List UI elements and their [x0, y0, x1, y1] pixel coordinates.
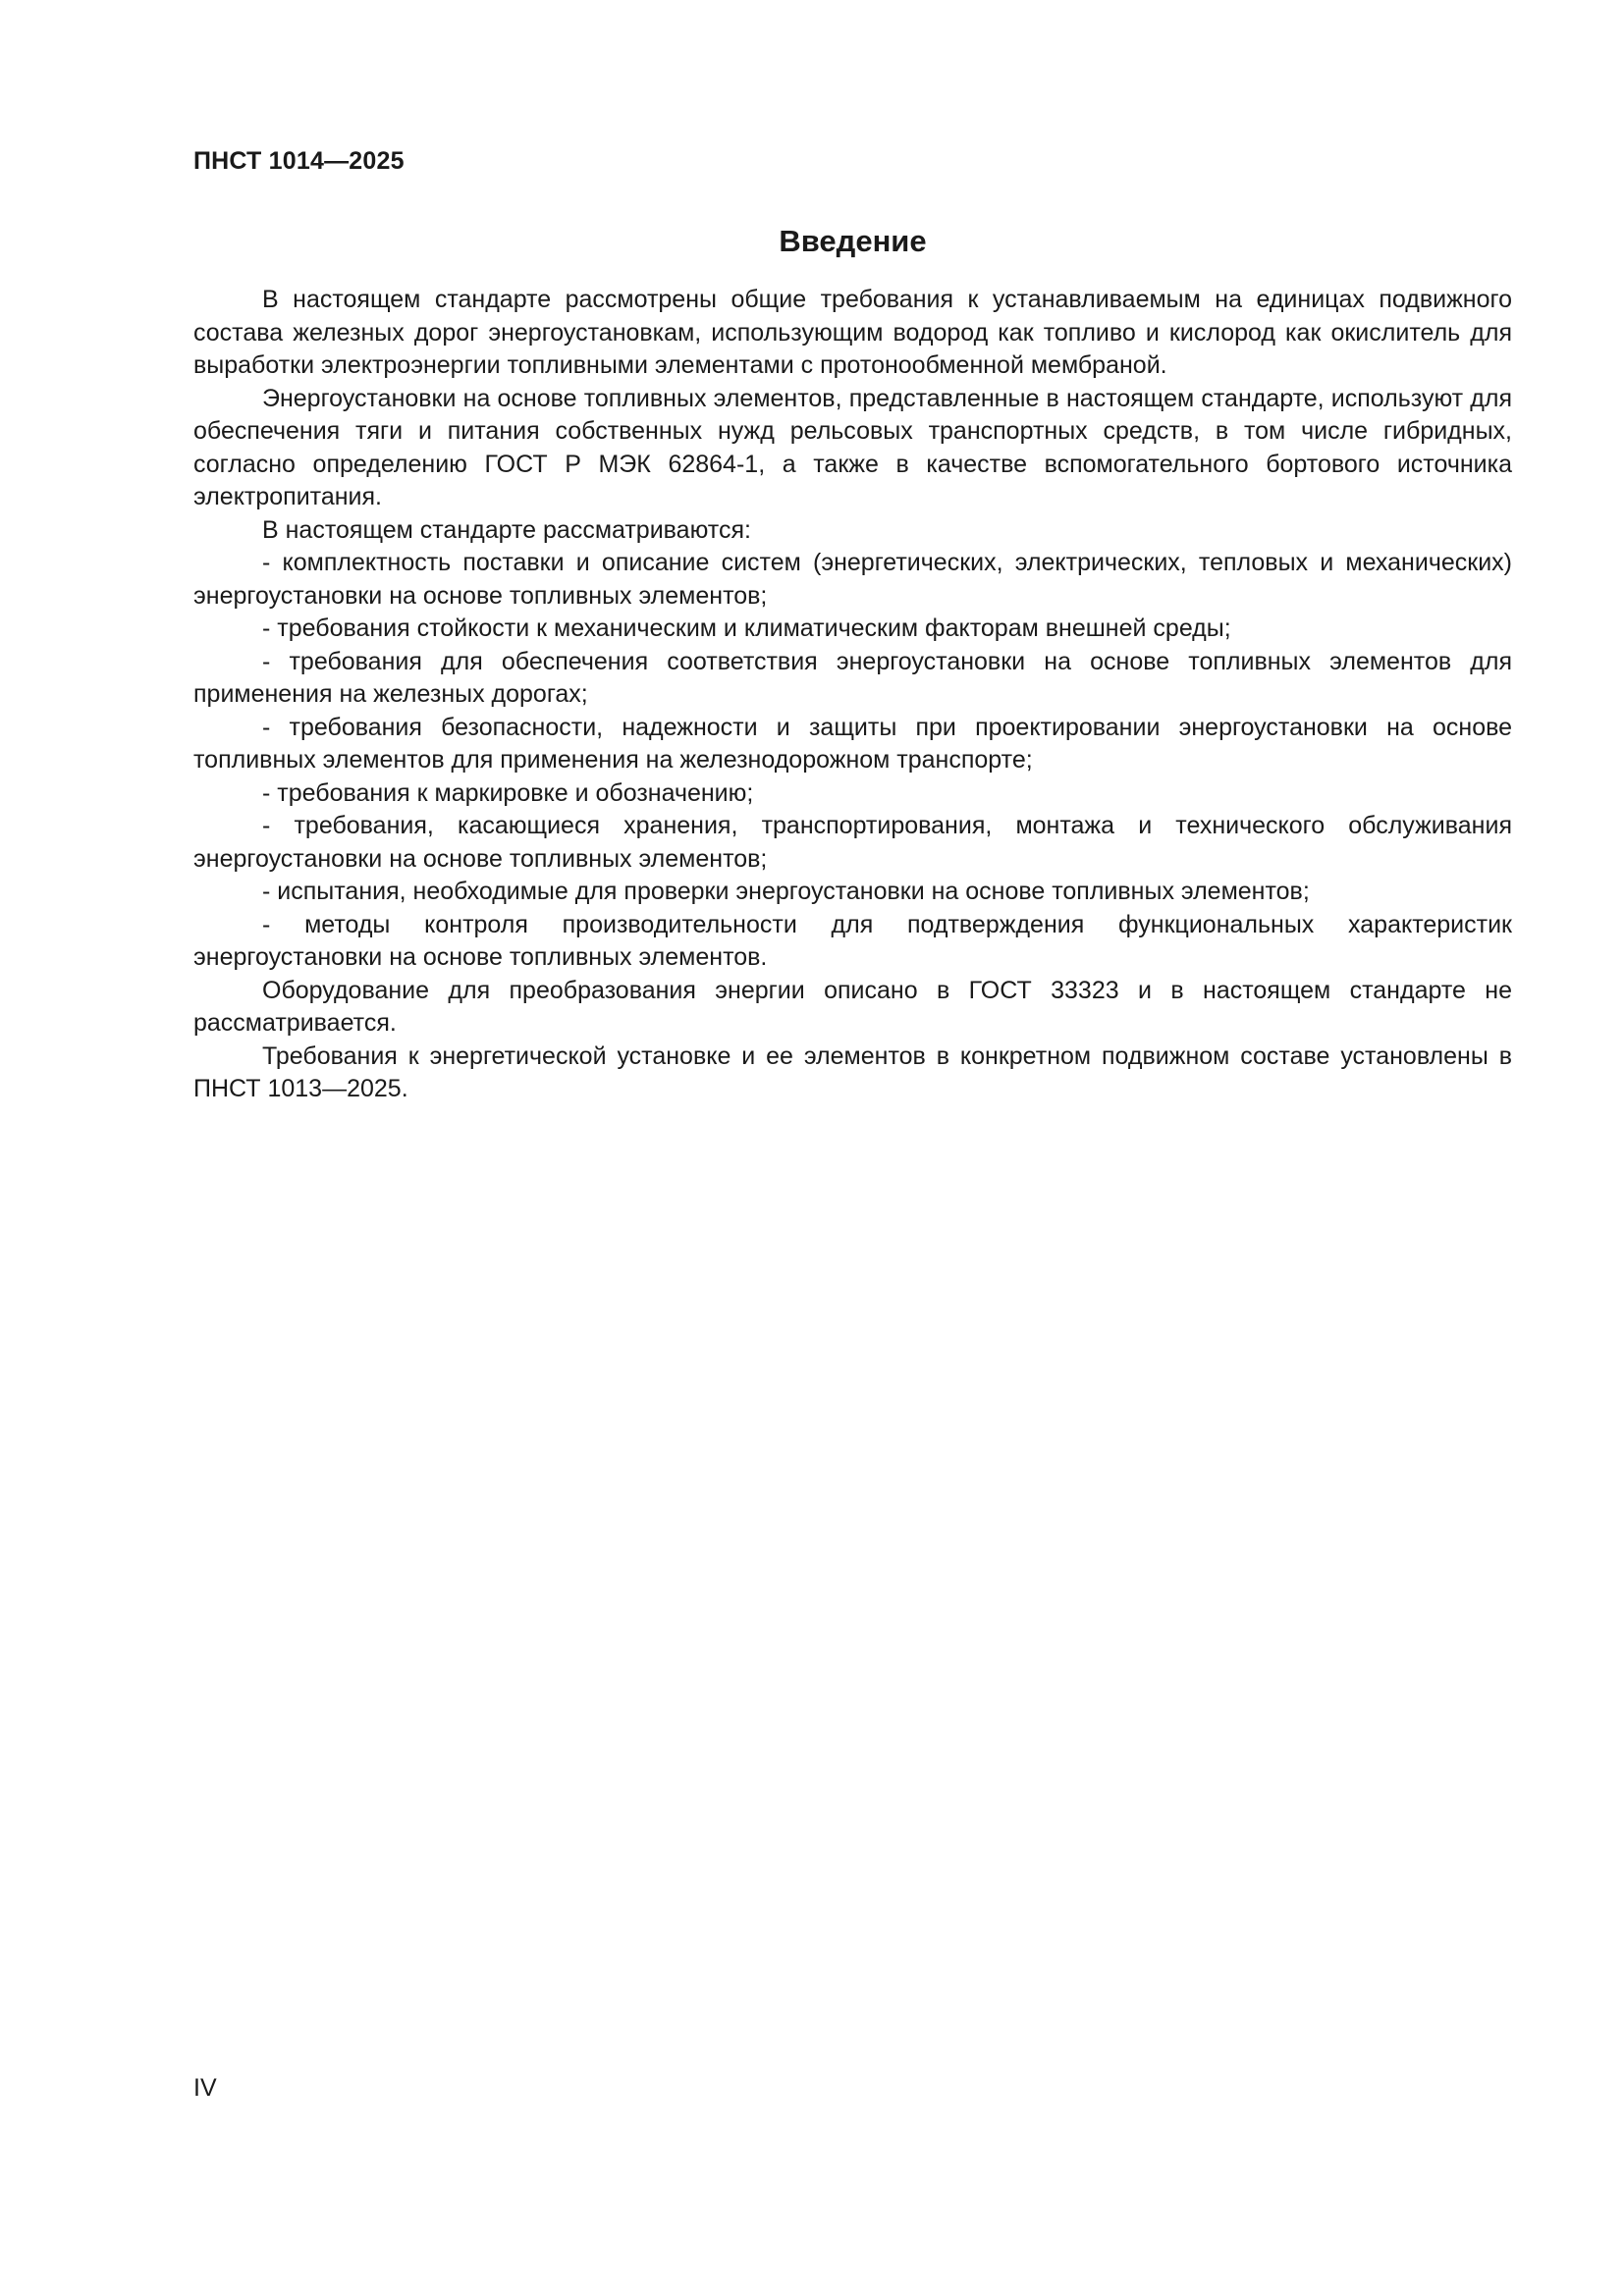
paragraph: Оборудование для преобразования энергии описано в ГОСТ 33323 и в настоящем стандарте не рассматривается. [193, 976, 1512, 1037]
page-number: IV [193, 2074, 217, 2102]
list-item: - комплектность поставки и описание систем (энергетических, электрических, тепловых и механических) энергоустановки на основе топливных элементов; [193, 549, 1512, 610]
list-item: - требования к маркировке и обозначению; [262, 778, 754, 807]
list-item: - требования стойкости к механическим и климатическим факторам внешней среды; [262, 614, 1231, 642]
document-code: ПНСТ 1014—2025 [193, 147, 405, 175]
paragraph: Энергоустановки на основе топливных элементов, представленные в настоящем стандарте, используют для обеспечения тяги и питания собственных нужд рельсовых транспортных средств, в том числе гибридных, согласно определению ГОСТ Р МЭК 62864-1, а также в качестве вспомогательного бортового источника электропитания. [193, 384, 1512, 510]
paragraph: Требования к энергетической установке и ее элементов в конкретном подвижном составе установлены в ПНСТ 1013—2025. [193, 1041, 1512, 1102]
paragraph: В настоящем стандарте рассматриваются: [262, 515, 751, 544]
list-item: - методы контроля производительности для подтверждения функциональных характеристик энергоустановки на основе топливных элементов. [193, 910, 1512, 971]
list-item: - требования, касающиеся хранения, транспортирования, монтажа и технического обслуживания энергоустановки на основе топливных элементов; [193, 812, 1512, 873]
section-title: Введение [779, 224, 927, 258]
body-text [193, 284, 1512, 1106]
list-item: - испытания, необходимые для проверки энергоустановки на основе топливных элементов; [262, 878, 1310, 905]
list-item: - требования для обеспечения соответствия энергоустановки на основе топливных элементов для применения на железных дорогах; [193, 647, 1512, 708]
paragraph: В настоящем стандарте рассмотрены общие требования к устанавливаемым на единицах подвижного состава железных дорог энергоустановкам, использующим водород как топливо и кислород как окислитель для выработки электроэнергии топливными элементами с протонообменной мембраной. [193, 286, 1512, 379]
list-item: - требования безопасности, надежности и защиты при проектировании энергоустановки на основе топливных элементов для применения на железнодорожном транспорте; [193, 713, 1512, 774]
